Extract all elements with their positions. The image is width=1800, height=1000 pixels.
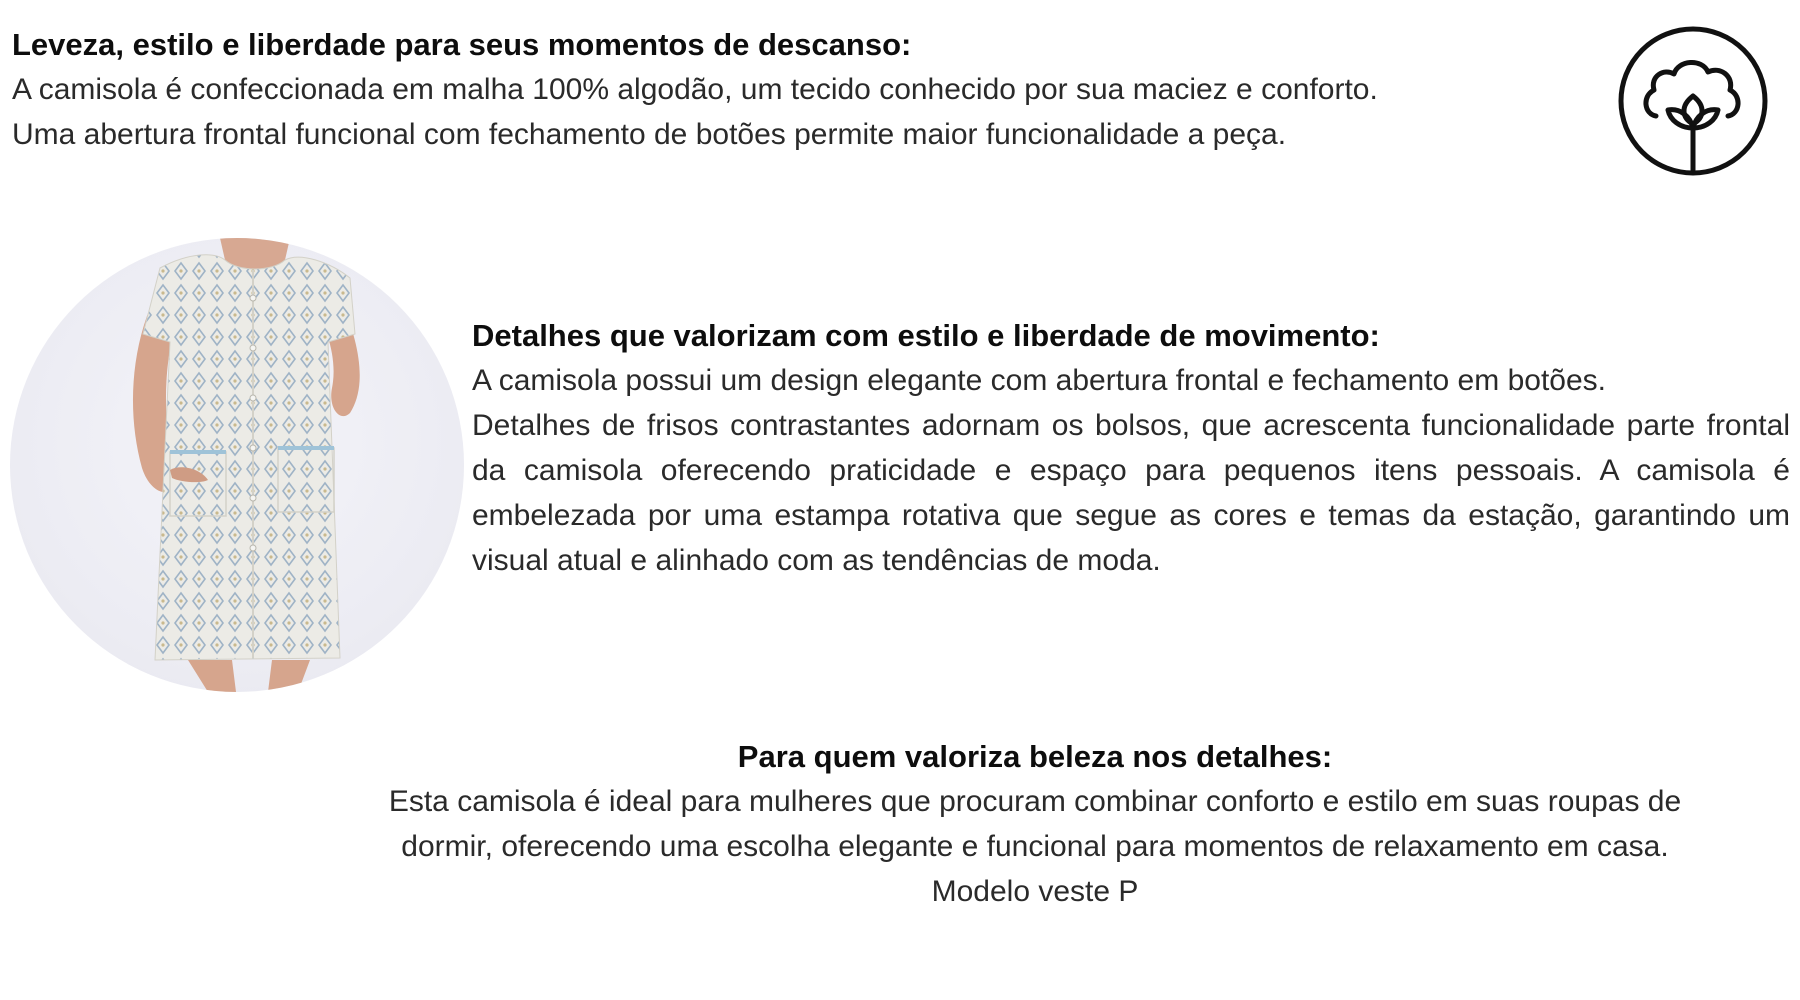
details-section — [472, 313, 1790, 583]
model-size-note: Modelo veste P — [931, 875, 1139, 908]
cotton-flower-icon — [1616, 24, 1770, 178]
intro-section — [12, 22, 1572, 157]
audience-line-2: dormir, oferecendo uma escolha elegante e funcional para momentos de relaxamento em casa. — [401, 830, 1669, 863]
intro-heading: Leveza, estilo e liberdade para seus momentos de descanso: — [12, 27, 912, 62]
intro-line-1: A camisola é confeccionada em malha 100% algodão, um tecido conhecido por sua maciez e conforto. — [12, 73, 1378, 106]
audience-section — [290, 734, 1780, 914]
audience-heading: Para quem valoriza beleza nos detalhes: — [737, 739, 1333, 774]
details-paragraph: Detalhes de frisos contrastantes adornam os bolsos, que acrescenta funcionalidade parte frontal da camisola oferecendo praticidade e espaço para pequenos itens pessoais. A camisola é embelezada por uma estampa rotativa que segue as cores e temas da estação, garantindo um visual atual e alinhado com as tendências de moda. — [472, 409, 1790, 577]
details-heading: Detalhes que valorizam com estilo e liberdade de movimento: — [472, 318, 1380, 353]
details-first-line: A camisola possui um design elegante com abertura frontal e fechamento em botões. — [472, 364, 1606, 397]
audience-line-1: Esta camisola é ideal para mulheres que procuram combinar conforto e estilo em suas roupas de — [388, 785, 1682, 818]
intro-line-2: Uma abertura frontal funcional com fechamento de botões permite maior funcionalidade a peça. — [12, 118, 1287, 151]
product-photo — [10, 238, 464, 692]
